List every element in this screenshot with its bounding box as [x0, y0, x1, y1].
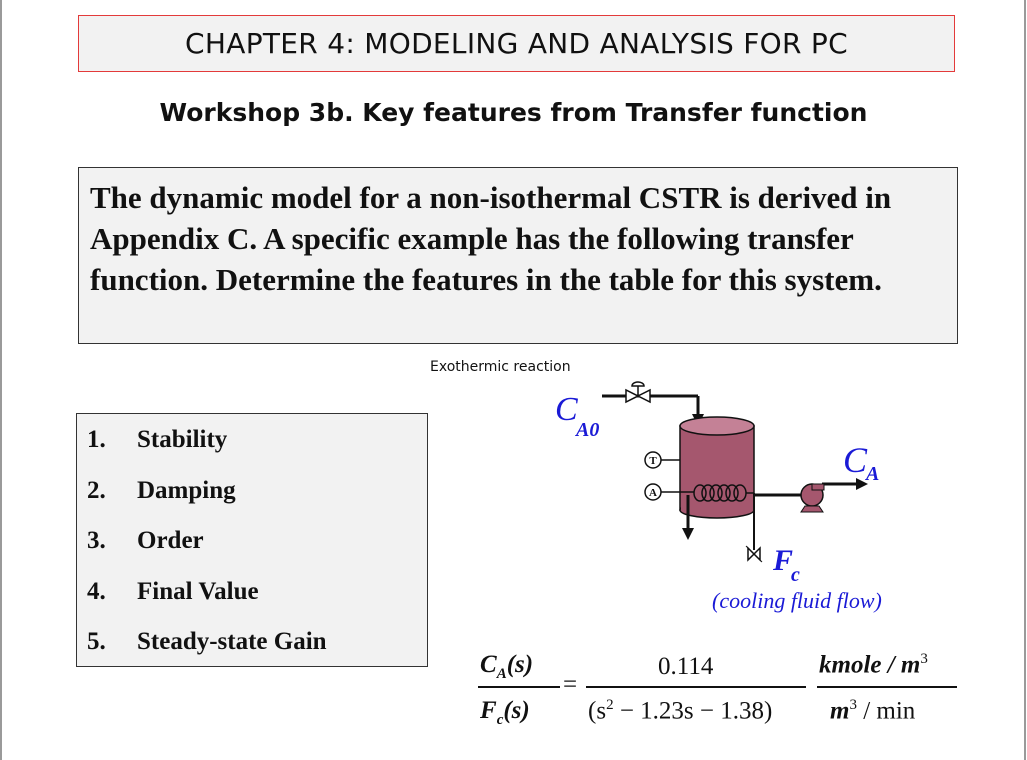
- equation-lhs-numerator: $C_A(s)$: [480, 651, 534, 682]
- feature-item-damping: 2. Damping: [87, 477, 236, 504]
- transfer-function-equation: [468, 651, 968, 743]
- equation-units-fraction-bar: [817, 686, 957, 688]
- svg-text:A: A: [649, 487, 657, 499]
- svg-text:T: T: [649, 455, 657, 467]
- reactor-tank: [680, 417, 754, 518]
- equation-lhs-fraction-bar: [478, 686, 560, 688]
- equation-units-numerator: kmole / $m^3$: [819, 651, 928, 679]
- feature-item-final-value: 4. Final Value: [87, 578, 259, 605]
- svg-text:C: C: [843, 440, 868, 480]
- svg-text:C: C: [555, 391, 578, 428]
- workshop-subtitle: Workshop 3b. Key features from Transfer function: [159, 98, 868, 127]
- svg-text:A0: A0: [576, 419, 600, 441]
- problem-statement-text: The dynamic model for a non-isothermal CSTR is derived in Appendix C. A specific example has the following transfer function. Determine the features in the table for this system.: [90, 180, 892, 297]
- temperature-sensor-icon: [645, 452, 680, 468]
- equation-rhs-denominator: $(s^2 - 1.23s - 1.38)$: [588, 697, 773, 725]
- title-banner: [78, 15, 955, 72]
- inlet-valve-icon: [626, 382, 650, 402]
- equation-rhs-numerator: 0.114: [658, 653, 714, 680]
- equation-units-denominator: $m^3$ / min: [830, 697, 916, 725]
- coolant-label: [772, 544, 800, 586]
- equation-equals-sign: =: [563, 671, 578, 698]
- svg-text:A: A: [866, 463, 880, 485]
- equation-rhs-fraction-bar: [586, 686, 806, 688]
- problem-statement-box: [78, 167, 958, 344]
- features-list-box: [76, 413, 428, 667]
- cstr-diagram: [540, 380, 940, 620]
- pump-icon: [801, 484, 824, 512]
- svg-text:F: F: [773, 544, 794, 577]
- feature-item-stability: 1. Stability: [87, 426, 228, 453]
- equation-lhs-denominator: $F_c(s)$: [480, 697, 530, 728]
- chapter-title: CHAPTER 4: MODELING AND ANALYSIS FOR PC: [185, 27, 848, 60]
- inlet-label: [555, 391, 599, 441]
- feature-item-steady-state-gain: 5. Steady-state Gain: [87, 628, 327, 655]
- reaction-label: Exothermic reaction: [430, 359, 571, 375]
- svg-text:c: c: [791, 564, 800, 586]
- outlet-label: [843, 440, 879, 485]
- coolant-description: (cooling fluid flow): [712, 588, 882, 613]
- feature-item-order: 3. Order: [87, 527, 204, 554]
